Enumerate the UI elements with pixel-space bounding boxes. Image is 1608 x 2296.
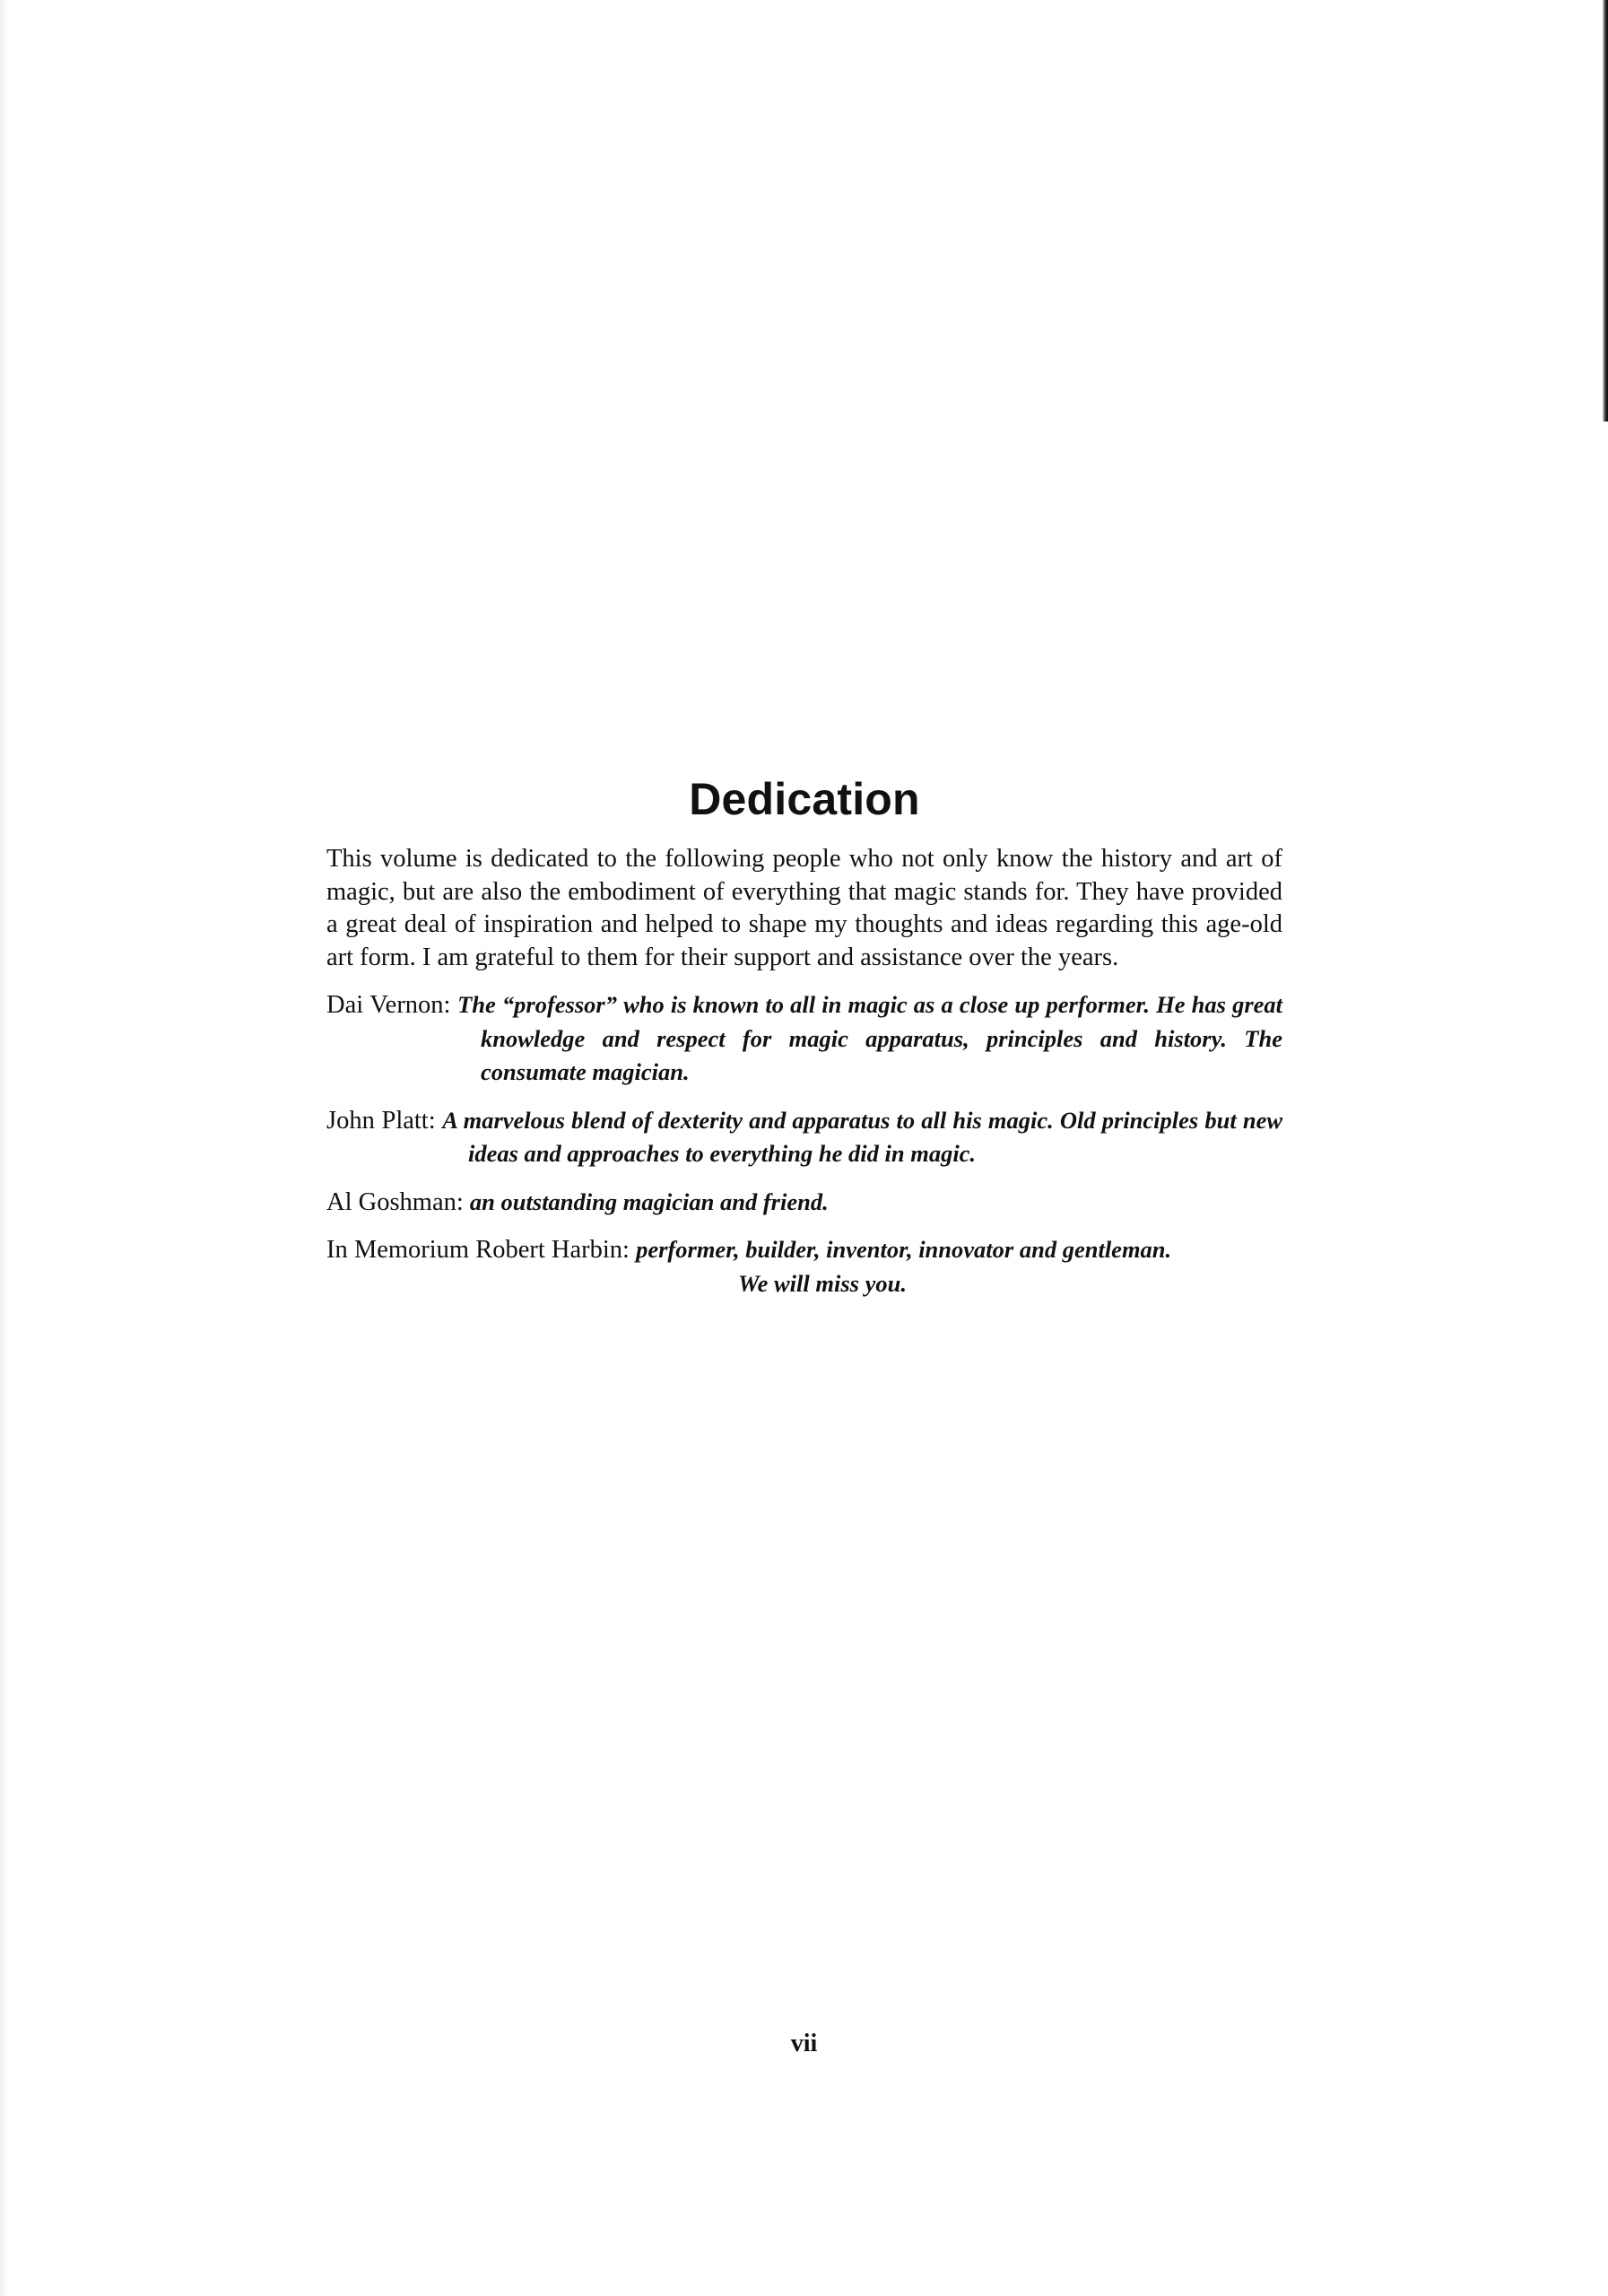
scan-right-edge	[1603, 0, 1608, 422]
page-number: vii	[790, 2030, 818, 2057]
entry-description: The “professor” who is known to all in magic as a close up performer. He has great knowledge and respect for magic apparatus, principles and history. The consumate magician.	[457, 991, 1283, 1085]
dedication-entry-dai-vernon	[326, 988, 1282, 1090]
entry-description: an outstanding magician and friend.	[469, 1187, 829, 1215]
intro-paragraph: This volume is dedicated to the following people who not only know the history and art of magic, but are also the embodiment of everything that magic stands for. They have provided a great deal of inspiration and helped to shape my thoughts and ideas regarding this age-old art form. I am grateful to them for their support and assistance over the years.	[326, 845, 1282, 971]
entry-description: performer, builder, inventor, innovator and gentleman.	[636, 1236, 1172, 1263]
entry-name: In Memorium Robert Harbin:	[326, 1236, 630, 1264]
scan-left-edge	[0, 0, 9, 2296]
page-title: Dedication	[689, 774, 920, 824]
entry-description: A marvelous blend of dexterity and apparatus to all his magic. Old principles but new ideas and approaches to everything he did in magic.	[442, 1106, 1283, 1167]
dedication-section	[326, 773, 1282, 1314]
entry-name: Dai Vernon:	[326, 991, 451, 1019]
dedication-entry-robert-harbin	[326, 1233, 1282, 1300]
dedication-entry-al-goshman	[326, 1186, 1282, 1220]
dedication-entry-john-platt	[326, 1104, 1282, 1171]
entry-name: Al Goshman:	[326, 1187, 464, 1216]
entry-continuation: We will miss you.	[738, 1269, 907, 1297]
entry-name: John Platt:	[326, 1106, 436, 1135]
